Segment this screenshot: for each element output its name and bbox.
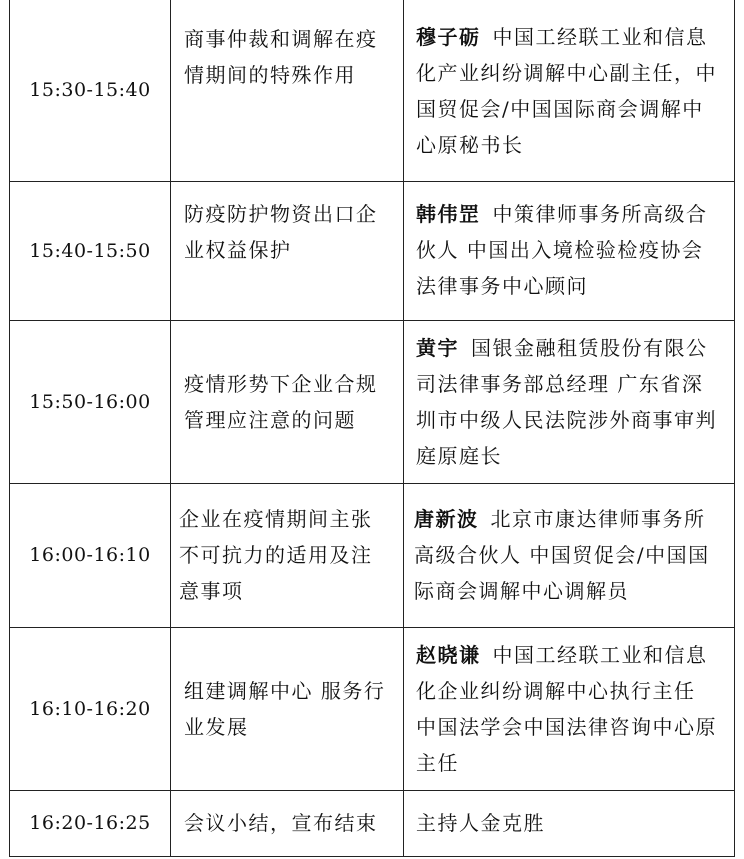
agenda-row <box>10 790 735 856</box>
speaker-description: 中策律师事务所高级合伙人 中国出入境检验检疫协会法律事务中心顾问 <box>416 201 708 298</box>
topic-text: 防疫防护物资出口企业权益保护 <box>184 201 378 262</box>
topic-cell <box>171 320 404 483</box>
speaker-name: 黄宇 <box>416 335 459 360</box>
agenda-row <box>10 483 735 627</box>
speaker-description: 中国工经联工业和信息化企业纠纷调解中心执行主任 中国法学会中国法律咨询中心原主任 <box>416 642 717 775</box>
agenda-table <box>9 0 735 857</box>
time-cell: 16:10-16:20 <box>10 627 171 790</box>
topic-text: 商事仲裁和调解在疫情期间的特殊作用 <box>184 27 378 87</box>
speaker-cell <box>404 790 735 856</box>
topic-text: 疫情形势下企业合规管理应注意的问题 <box>184 371 378 432</box>
speaker-description: 北京市康达律师事务所 高级合伙人 中国贸促会/中国国际商会调解中心调解员 <box>414 507 710 603</box>
topic-cell <box>171 181 404 320</box>
speaker-description: 国银金融租赁股份有限公司法律事务部总经理 广东省深圳市中级人民法院涉外商事审判庭原庭长 <box>416 335 717 468</box>
speaker-description: 主持人金克胜 <box>416 811 545 835</box>
time-cell: 15:30-15:40 <box>10 0 171 181</box>
topic-text: 组建调解中心 服务行业发展 <box>184 678 386 739</box>
speaker-name: 唐新波 <box>414 507 479 531</box>
speaker-name: 赵晓谦 <box>416 642 481 667</box>
speaker-cell <box>404 0 735 181</box>
agenda-row <box>10 320 735 483</box>
time-cell: 15:40-15:50 <box>10 181 171 320</box>
speaker-cell <box>404 320 735 483</box>
topic-text: 企业在疫情期间主张不可抗力的适用及注意事项 <box>179 507 373 603</box>
speaker-cell <box>404 181 735 320</box>
speaker-description: 中国工经联工业和信息化产业纠纷调解中心副主任，中国贸促会/中国国际商会调解中心原秘书长 <box>416 25 717 157</box>
speaker-name: 穆子砺 <box>416 25 481 49</box>
topic-cell <box>171 483 404 627</box>
topic-text: 会议小结，宣布结束 <box>184 811 378 835</box>
agenda-row <box>10 181 735 320</box>
time-cell: 15:50-16:00 <box>10 320 171 483</box>
speaker-cell <box>404 627 735 790</box>
speaker-cell <box>404 483 735 627</box>
time-cell: 16:00-16:10 <box>10 483 171 627</box>
speaker-name: 韩伟罡 <box>416 201 481 226</box>
agenda-sheet <box>9 0 734 857</box>
topic-cell <box>171 627 404 790</box>
time-cell: 16:20-16:25 <box>10 790 171 856</box>
agenda-row <box>10 0 735 181</box>
topic-cell <box>171 790 404 856</box>
agenda-row <box>10 627 735 790</box>
topic-cell <box>171 0 404 181</box>
